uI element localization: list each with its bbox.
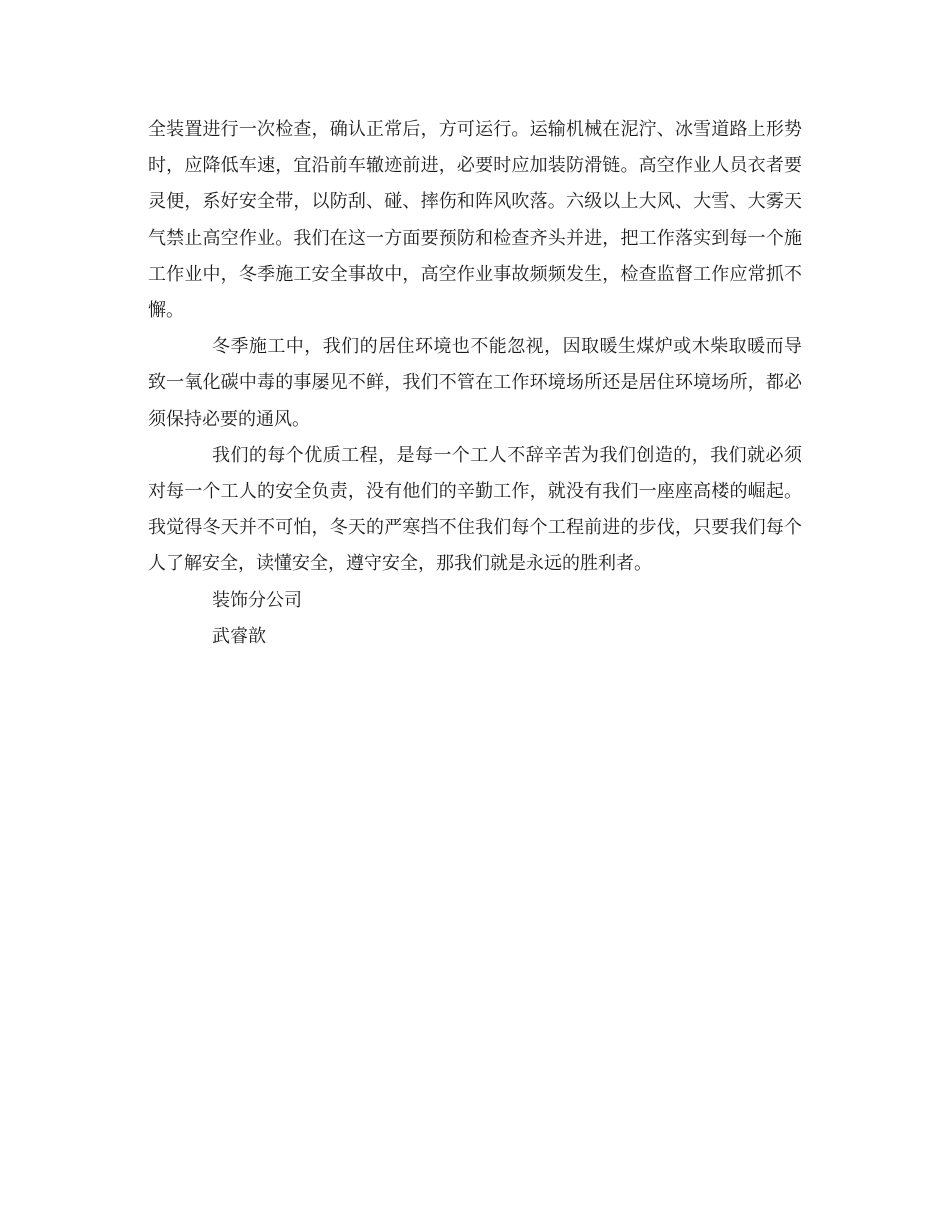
document-body	[148, 112, 802, 655]
signature-author: 武睿歆	[212, 625, 266, 647]
paragraph-living-environment: 冬季施工中，我们的居住环境也不能忽视，因取暖生煤炉或木柴取暖而导致一氧化碳中毒的事屡见不鲜，我们不管在工作环境场所还是居住环境场所，都必须保持必要的通风。	[148, 336, 802, 430]
paragraph-continuation: 全装置进行一次检查，确认正常后，方可运行。运输机械在泥泞、冰雪道路上形势时，应降低车速，宜沿前车辙迹前进，必要时应加装防滑链。高空作业人员衣者要灵便，系好安全带，以防刮、碰、摔伤和阵风吹落。六级以上大风、大雪、大雾天气禁止高空作业。我们在这一方面要预防和检查齐头并进，把工作落实到每一个施工作业中，冬季施工安全事故中，高空作业事故频频发生，检查监督工作应常抓不懈。	[148, 119, 802, 322]
signature-organization: 装饰分公司	[212, 589, 302, 611]
paragraph-conclusion: 我们的每个优质工程，是每一个工人不辞辛苦为我们创造的，我们就必须对每一个工人的安全负责，没有他们的辛勤工作，就没有我们一座座高楼的崛起。我觉得冬天并不可怕，冬天的严寒挡不住我们每个工程前进的步伐，只要我们每个人了解安全，读懂安全，遵守安全，那我们就是永远的胜利者。	[148, 444, 802, 575]
